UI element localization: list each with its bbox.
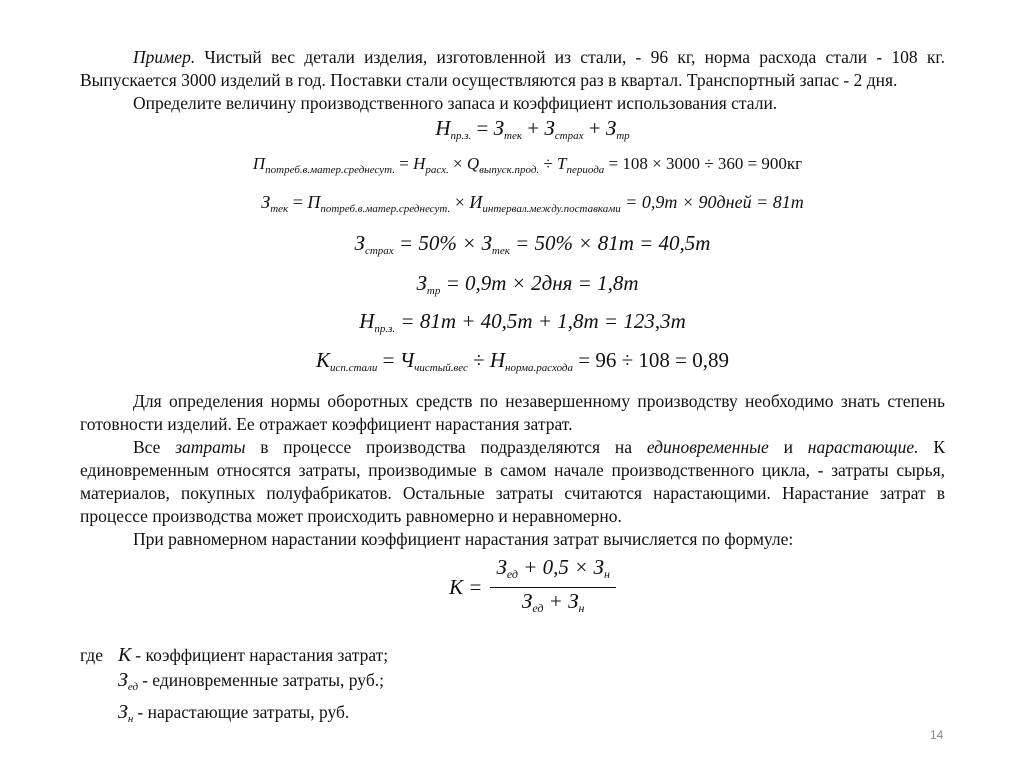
slide-content (80, 46, 945, 732)
definition-z-ed: $З_{ед}$ - единовременные затраты, руб.; (118, 669, 384, 693)
example-text: Чистый вес детали изделия, изготовленной из стали, - 96 кг, норма расхода стали - 108 кг. Выпускается 3000 изделий в год. Поставки стали осуществляются раз в квартал. Транспортный запас - 2 дня. (80, 47, 945, 90)
task-paragraph: Определите величину производственного запаса и коэффициент использования стали. (133, 93, 778, 113)
formula-insurance-stock: $З_{страх} = 50\% \times З_{тек} = 50\% \times 81т = 40,5т$ (354, 231, 711, 257)
formula-steel-usage-coefficient: $К_{исп.стали} = Ч_{чистый.вес} \div Н_{норма.расхода} = 96 \div 108 = 0,89$ (316, 348, 729, 374)
formula-production-stock-value: $Н_{пр.з.} = 81т + 40,5т + 1,8т = 123,3т$ (359, 309, 686, 335)
example-paragraph (80, 46, 945, 92)
formula-transport-stock: $З_{тр} = 0,9т \times 2дня = 1,8т$ (416, 271, 639, 297)
formula-growth-coefficient: К = $\frac{З_{ед} + 0,5 \times З_н}{З_{ед} + З_н}$ (120, 555, 945, 619)
formula-intro-paragraph: При равномерном нарастании коэффициент нарастания затрат вычисляется по формуле: (133, 529, 794, 549)
formula-current-stock: $З_{тек} = П_{потреб.в.матер.среднесут.} \times И_{интервал.между.поставками} = 0,9т$ × 90дней = 81т (261, 192, 804, 215)
wip-paragraph: Для определения нормы оборотных средств по незавершенному производству необходимо знать степень готовности изделий. Ее отражает коэффициент нарастания затрат. (80, 391, 945, 434)
page-number: 14 (930, 728, 944, 742)
formula-production-stock: $Н_{пр.з.} = З_{тек} + З_{страх} + З_{тр}$ (435, 116, 630, 142)
formula-daily-consumption: $П_{потреб.в.матер.среднесут.} = Н_{расх.} \times Q_{выпуск.прод.} \div Т_{периода} = 108 \times 3000 \div 360 = 900кг$ (252, 154, 803, 176)
definition-z-n: $З_н$ - нарастающие затраты, руб. (118, 701, 350, 725)
example-label: Пример. (133, 47, 196, 67)
definition-k: где К - коэффициент нарастания затрат; (80, 644, 389, 666)
costs-paragraph: Все затраты в процессе производства подразделяются на единовременные и нарастающие. К единовременным относятся затраты, производимые в самом начале производственного цикла, - затраты сырья, материалов, покупных полуфабрикатов. Остальные затраты считаются нарастающими. Нарастание затрат в процессе производства может происходить равномерно и неравномерно. (80, 437, 945, 526)
definitions-list (80, 643, 945, 732)
